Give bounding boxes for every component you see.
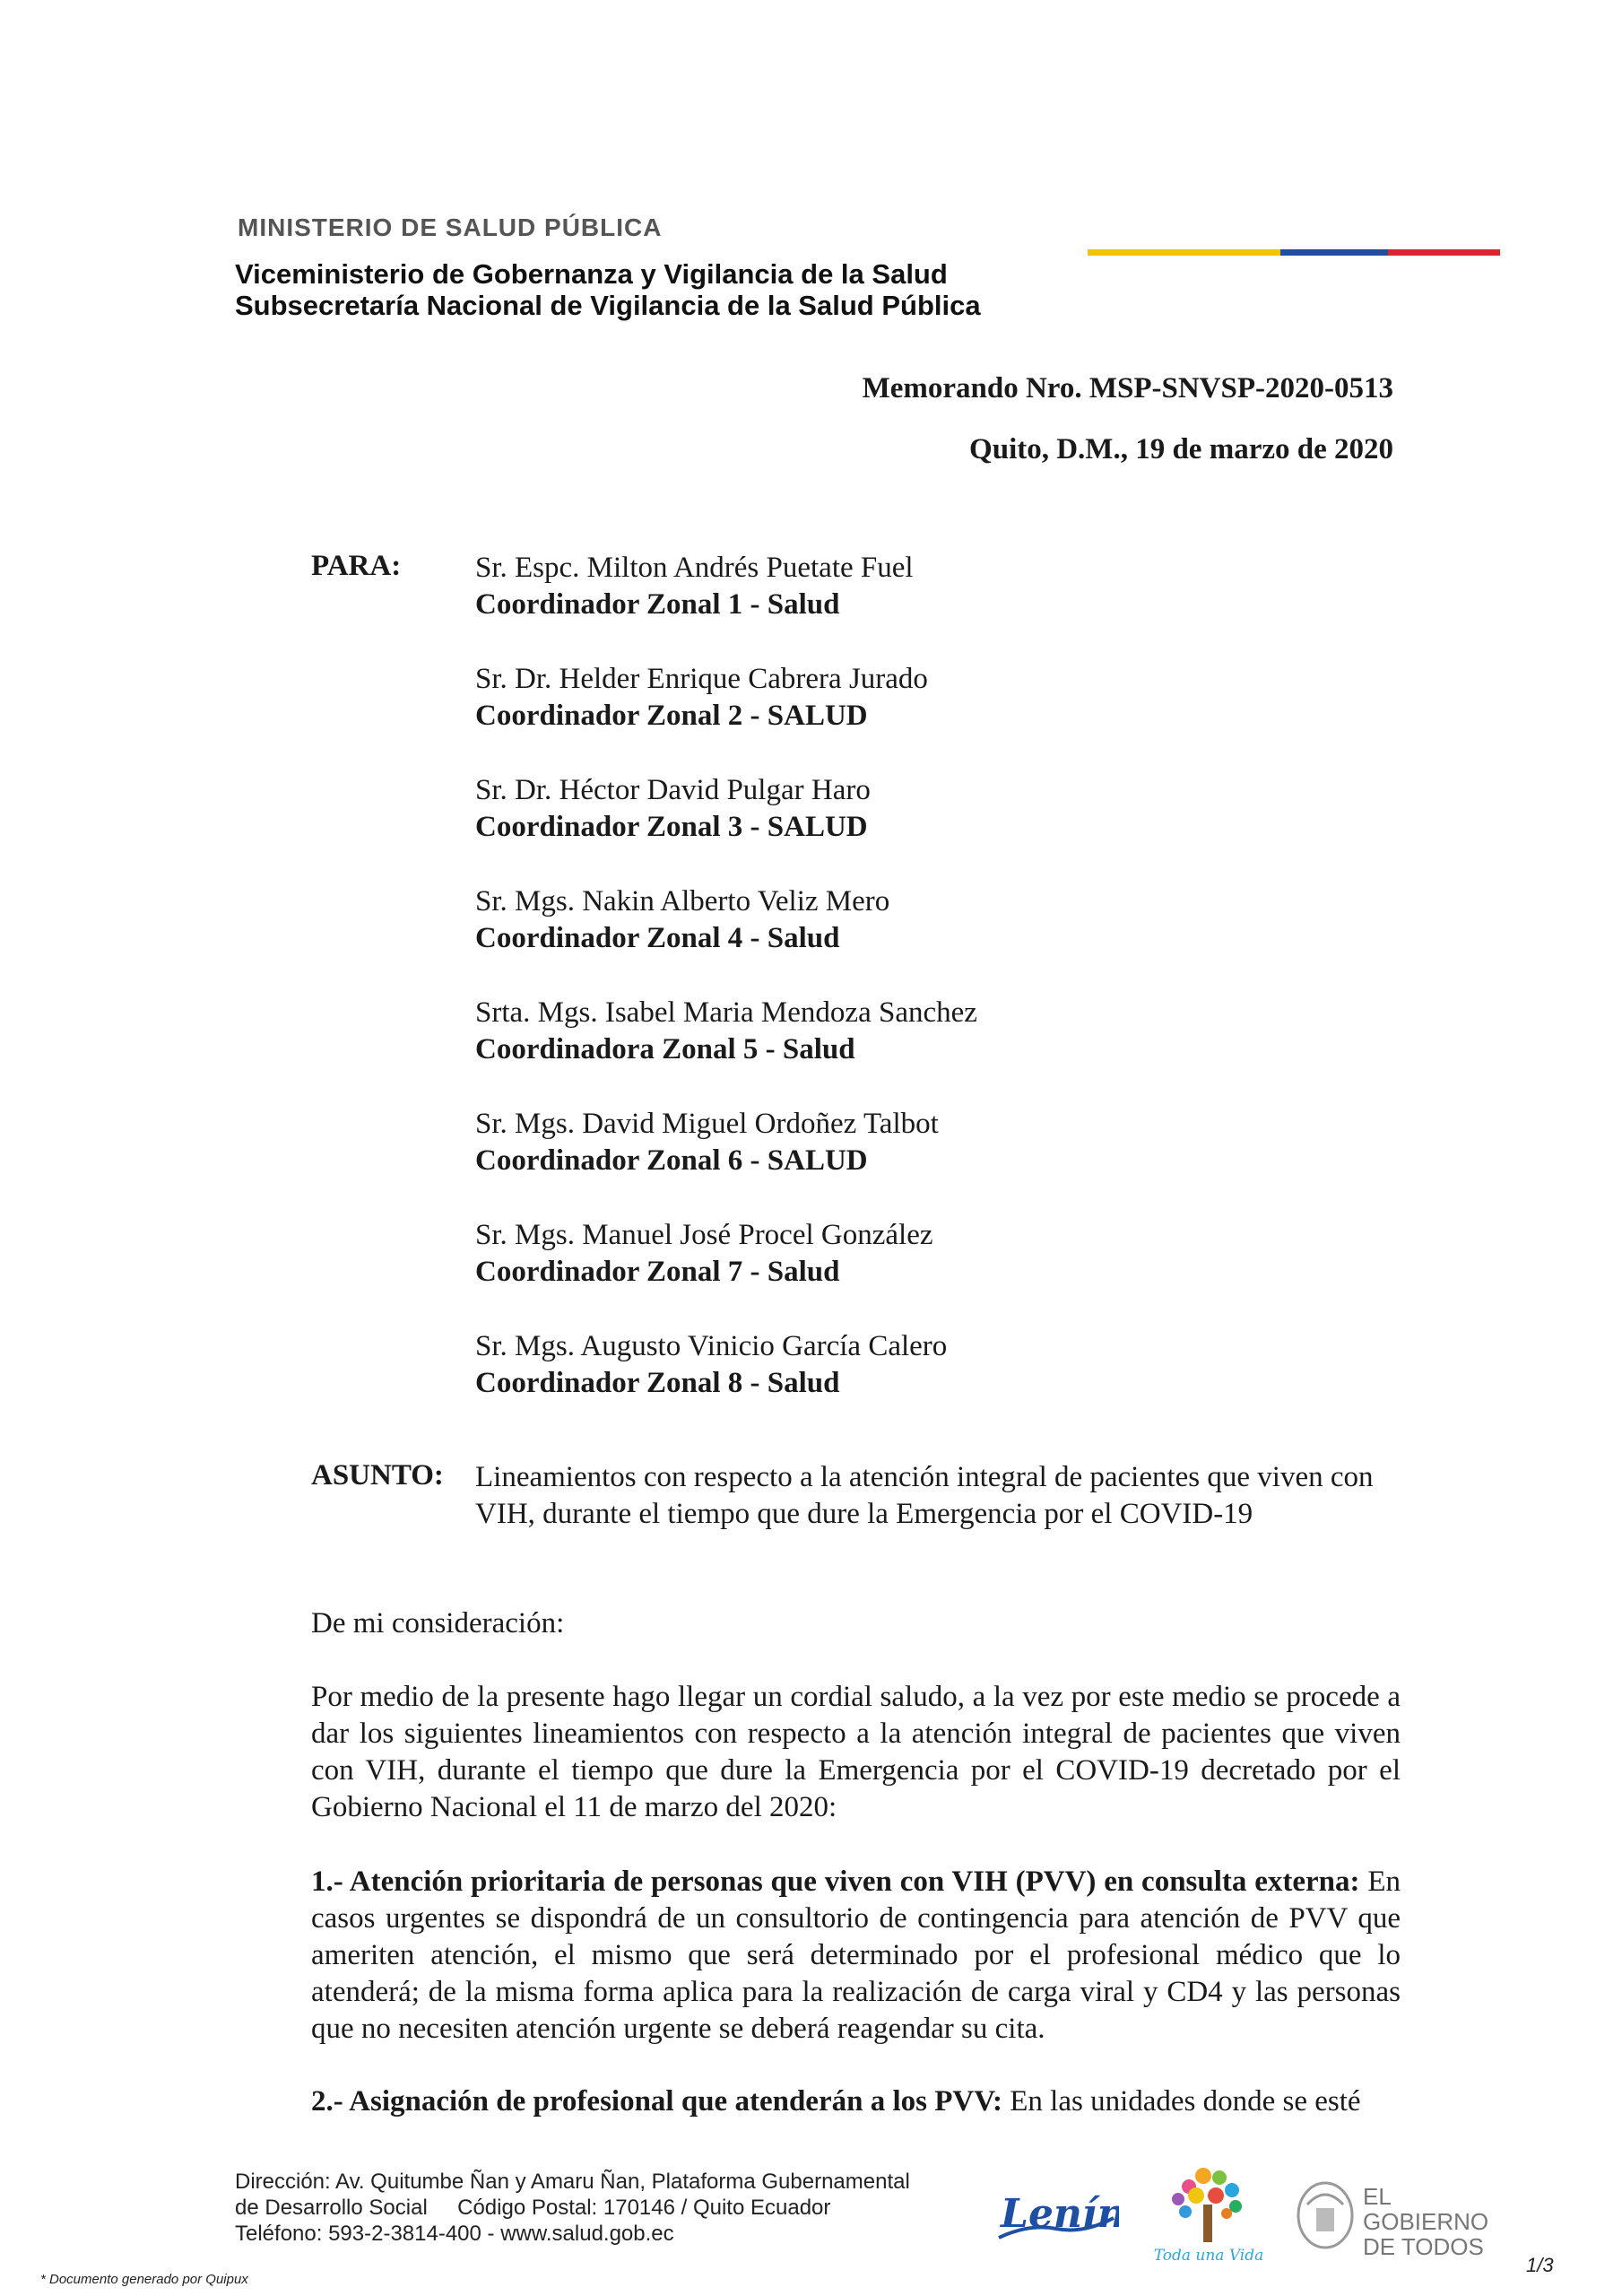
- recipient-name: Sr. Mgs. Nakin Alberto Veliz Mero: [475, 885, 890, 918]
- recipient-4: [475, 883, 1417, 957]
- item-2-text: En las unidades donde se esté: [1002, 2085, 1361, 2118]
- recipient-role: Coordinador Zonal 1 - Salud: [475, 588, 840, 621]
- flag-blue-stripe: [1280, 249, 1388, 256]
- recipient-8: [475, 1328, 1417, 1402]
- recipient-2: [475, 661, 1417, 735]
- lenin-logo-graphic: [993, 2182, 1119, 2254]
- recipient-7: [475, 1217, 1417, 1291]
- recipient-name: Sr. Espc. Milton Andrés Puetate Fuel: [475, 552, 914, 584]
- flag-yellow-stripe: [1088, 249, 1280, 256]
- recipient-role: Coordinador Zonal 6 - SALUD: [475, 1144, 868, 1177]
- asunto-text: Lineamientos con respecto a la atención integral de pacientes que viven con VIH, durante el tiempo que dure la Emergencia por el COVID-19: [475, 1461, 1374, 1530]
- generated-by-note: * Documento generado por Quipux: [40, 2272, 248, 2287]
- para-label: PARA:: [311, 550, 402, 582]
- gov-logo-line-3: DE TODOS: [1363, 2233, 1484, 2260]
- intro-paragraph: Por medio de la presente hago llegar un cordial saludo, a la vez por este medio se procede a dar los siguientes lineamientos con respecto a la atención integral de pacientes que viven con VIH, durante el tiempo que dure la Emergencia por el COVID-19 decretado por el Gobierno Nacional el 11 de marzo del 2020:: [311, 1681, 1401, 1823]
- recipient-name: Srta. Mgs. Isabel Maria Mendoza Sanchez: [475, 996, 977, 1029]
- item-1-paragraph: [311, 1864, 1401, 2048]
- lenin-logo: [993, 2182, 1119, 2258]
- phone-line: Teléfono: 593-2-3814-400 - www.salud.gob.ec: [235, 2222, 674, 2246]
- memo-date: Quito, D.M., 19 de marzo de 2020: [969, 433, 1393, 465]
- gov-logo-line-1: EL: [1363, 2183, 1392, 2210]
- recipient-3: [475, 772, 1417, 846]
- recipient-role: Coordinador Zonal 8 - Salud: [475, 1367, 840, 1399]
- recipient-role: Coordinador Zonal 7 - Salud: [475, 1256, 840, 1288]
- tree-icon: [1146, 2161, 1271, 2265]
- recipient-name: Sr. Mgs. Manuel José Procel González: [475, 1219, 933, 1251]
- recipient-5: [475, 995, 1417, 1068]
- page-number: 1/3: [1526, 2254, 1554, 2276]
- toda-una-vida-text: Toda una Vida: [1153, 2247, 1264, 2265]
- recipient-name: Sr. Dr. Helder Enrique Cabrera Jurado: [475, 663, 928, 695]
- recipient-6: [475, 1106, 1417, 1179]
- gov-logo-line-2: GOBIERNO: [1363, 2208, 1488, 2235]
- item-1-text: En casos urgentes se dispondrá de un consultorio de contingencia para atención de PVV que ameriten atención, el mismo que será determinado por el profesional médico que lo atenderá; de la misma forma aplica para la realización de carga viral y CD4 y las personas que no necesiten atención urgente se deberá reagendar su cita.: [311, 1866, 1401, 2045]
- flag-color-bar: [1088, 249, 1500, 256]
- gobierno-de-todos-logo: [1291, 2178, 1488, 2267]
- item-2-paragraph: [311, 2083, 1401, 2120]
- address-line-2: de Desarrollo Social Código Postal: 170146 / Quito Ecuador: [235, 2196, 831, 2220]
- footer-address: [235, 2169, 910, 2247]
- recipient-name: Sr. Dr. Héctor David Pulgar Haro: [475, 774, 871, 806]
- recipient-role: Coordinador Zonal 3 - SALUD: [475, 811, 868, 843]
- memo-number: Memorando Nro. MSP-SNVSP-2020-0513: [862, 372, 1393, 404]
- item-2-title: 2.- Asignación de profesional que atenderán a los PVV:: [311, 2085, 1002, 2118]
- subsecretary-title: Subsecretaría Nacional de Vigilancia de la Salud Pública: [235, 290, 981, 321]
- flag-red-stripe: [1388, 249, 1500, 256]
- recipient-name: Sr. Mgs. Augusto Vinicio García Calero: [475, 1330, 948, 1362]
- asunto-label: ASUNTO:: [311, 1459, 444, 1492]
- recipient-1: [475, 550, 1417, 623]
- recipient-role: Coordinadora Zonal 5 - Salud: [475, 1033, 855, 1065]
- recipient-role: Coordinador Zonal 4 - Salud: [475, 922, 840, 954]
- toda-una-vida-logo: [1146, 2161, 1271, 2269]
- vice-ministry-title: Viceministerio de Gobernanza y Vigilancia de la Salud: [235, 258, 948, 290]
- item-1-title: 1.- Atención prioritaria de personas que viven con VIH (PVV) en consulta externa:: [311, 1866, 1360, 1898]
- ecuador-coat-of-arms-icon: [1291, 2178, 1488, 2263]
- recipient-list: [475, 550, 1417, 1439]
- address-line-1: Dirección: Av. Quitumbe Ñan y Amaru Ñan, Plataforma Gubernamental: [235, 2170, 910, 2194]
- lenin-logo-text: Lenín: [1001, 2191, 1119, 2237]
- recipient-role: Coordinador Zonal 2 - SALUD: [475, 700, 868, 732]
- greeting: De mi consideración:: [311, 1607, 565, 1639]
- recipient-name: Sr. Mgs. David Miguel Ordoñez Talbot: [475, 1108, 939, 1140]
- ministry-name: MINISTERIO DE SALUD PÚBLICA: [238, 213, 663, 241]
